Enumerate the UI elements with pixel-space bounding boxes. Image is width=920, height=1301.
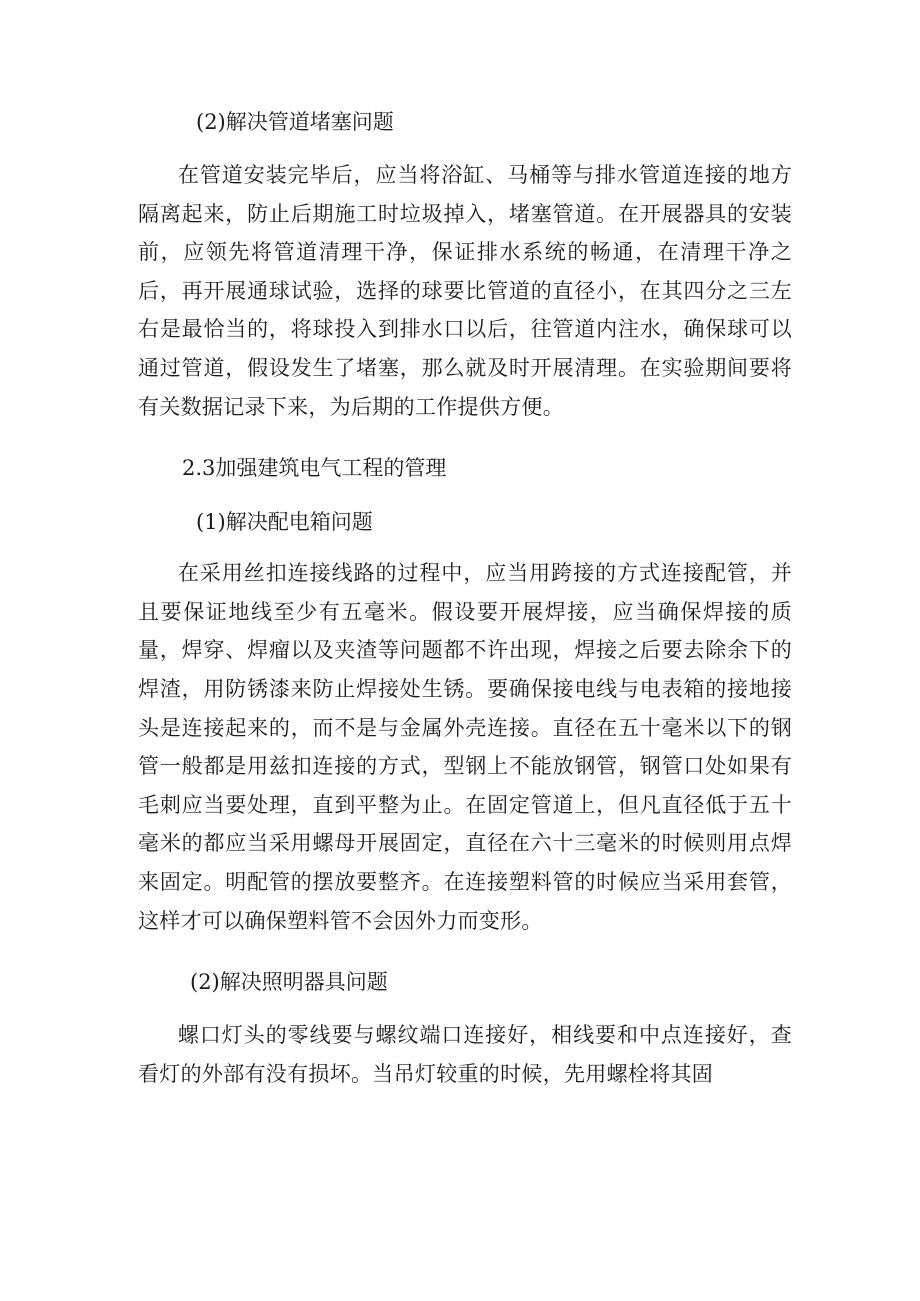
section-heading-distribution-box: (1)解决配电箱问题 — [196, 510, 373, 535]
section-heading-lighting-fixtures: (2)解决照明器具问题 — [190, 970, 388, 995]
paragraph-distribution-box: 在采用丝扣连接线路的过程中，应当用跨接的方式连接配管，并且要保证地线至少有五毫米。假设要开展焊接，应当确保焊接的质量，焊穿、焊瘤以及夹渣等问题都不许出现，焊接之后要去除余下的焊渣，用防锈漆来防止焊接处生锈。要确保接电线与电表箱的接地接头是连接起来的，而不是与金属外壳连接。直径在五十毫米以下的钢管一般都是用兹扣连接的方式，型钢上不能放钢管，钢管口处如果有毛刺应当要处理，直到平整为止。在固定管道上，但凡直径低于五十毫米的都应当采用螺母开展固定，直径在六十三毫米的时候则用点焊来固定。明配管的摆放要整齐。在连接塑料管的时候应当采用套管，这样才可以确保塑料管不会因外力而变形。 — [138, 561, 792, 933]
paragraph-lighting-fixtures: 螺口灯头的零线要与螺纹端口连接好，相线要和中点连接好，查看灯的外部有没有损坏。当吊灯较重的时候，先用螺栓将其固 — [138, 1023, 792, 1086]
section-heading-electrical-management: 2.3加强建筑电气工程的管理 — [182, 456, 447, 481]
document-page — [138, 100, 792, 1093]
paragraph-pipe-blockage: 在管道安装完毕后，应当将浴缸、马桶等与排水管道连接的地方隔离起来，防止后期施工时垃圾掉入，堵塞管道。在开展器具的安装前，应领先将管道清理干净，保证排水系统的畅通，在清理干净之后，再开展通球试验，选择的球要比管道的直径小，在其四分之三左右是最恰当的，将球投入到排水口以后，往管道内注水，确保球可以通过管道，假设发生了堵塞，那么就及时开展清理。在实验期间要将有关数据记录下来，为后期的工作提供方便。 — [138, 163, 792, 419]
section-heading-pipe-blockage: (2)解决管道堵塞问题 — [196, 110, 394, 134]
